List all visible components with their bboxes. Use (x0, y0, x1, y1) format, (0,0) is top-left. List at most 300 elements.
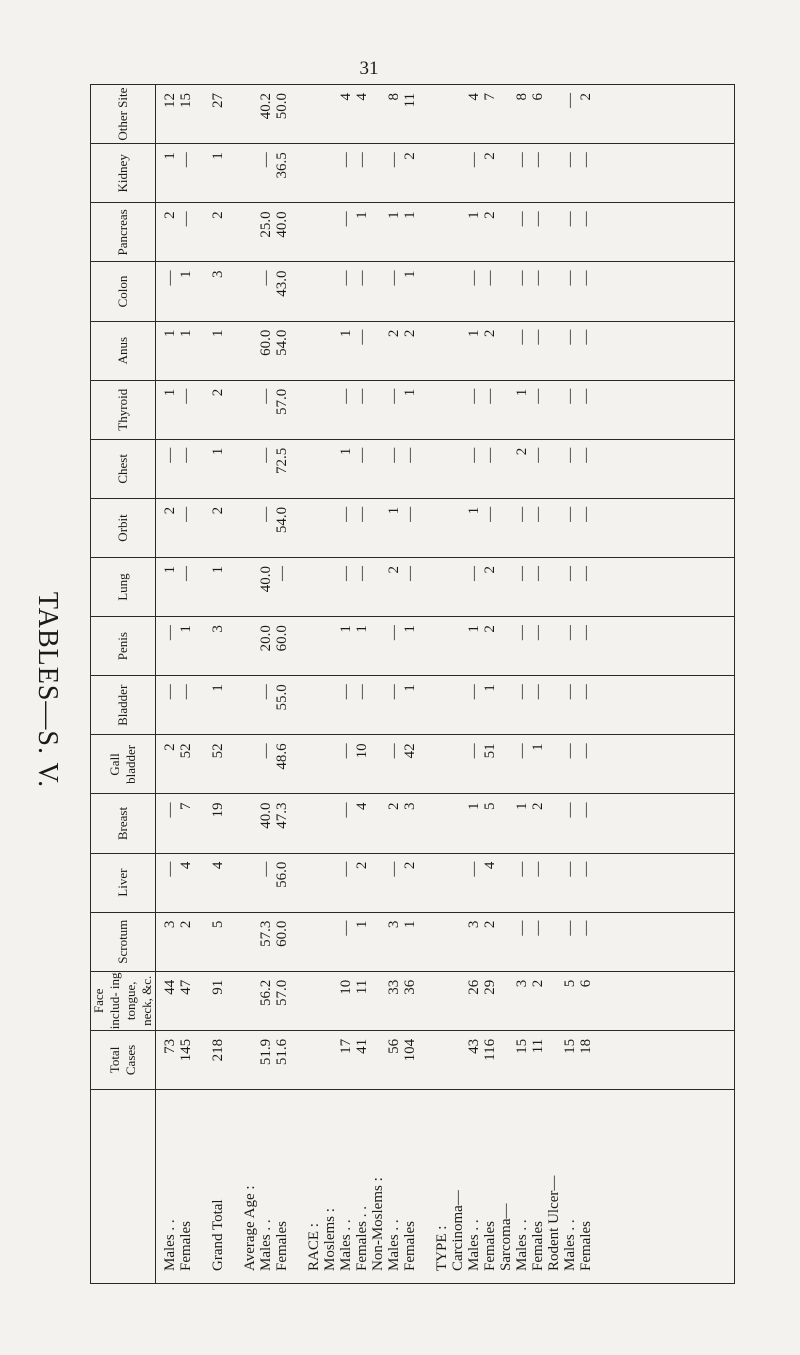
table-cell: 3 (162, 920, 178, 929)
column-header: Lung (91, 558, 156, 617)
table-cell (498, 743, 514, 793)
table-cell: — (338, 211, 354, 227)
table-cell: — (514, 684, 530, 700)
table-cell: 40.0 (258, 802, 274, 829)
table-cell: 2 (482, 329, 498, 338)
table-cell (194, 211, 210, 261)
row-label: Moslems : (322, 1208, 338, 1271)
table-cell: 2 (386, 329, 402, 338)
table-cell: — (466, 743, 482, 759)
table-cell: 218 (210, 1038, 226, 1062)
table-cell (322, 1039, 338, 1089)
table-cell: 55.0 (274, 684, 290, 711)
table-cell: — (562, 743, 578, 759)
table-cell (546, 330, 562, 380)
table-cell: — (562, 802, 578, 818)
column-header: Pancreas (91, 203, 156, 262)
table-cell: 57.0 (274, 979, 290, 1007)
table-cell (418, 448, 434, 498)
table-cell (290, 270, 306, 320)
table-cell: — (482, 270, 498, 286)
table-cell (306, 1039, 322, 1089)
table-cell (322, 507, 338, 557)
rotated-table-frame (90, 84, 735, 1284)
column-header: Other Site (91, 85, 156, 144)
table-cell (546, 684, 562, 734)
table-cell (546, 1039, 562, 1089)
table-cell: 2 (482, 920, 498, 929)
table-cell: — (530, 447, 546, 463)
table-cell (322, 152, 338, 202)
table-cell (242, 862, 258, 912)
table-cell (194, 152, 210, 202)
table-cell: 4 (354, 93, 370, 101)
column-header: Liver (91, 853, 156, 912)
table-cell (226, 448, 242, 498)
table-cell: 1 (338, 625, 354, 633)
table-cell: — (178, 211, 194, 227)
column-header: Anus (91, 321, 156, 380)
table-cell: — (514, 743, 530, 759)
table-cell: 56.0 (274, 861, 290, 888)
table-cell (290, 684, 306, 734)
table-cell (322, 389, 338, 439)
column-header: Scrotum (91, 912, 156, 971)
table-cell: — (578, 447, 594, 463)
table-cell (322, 93, 338, 143)
table-cell (306, 211, 322, 261)
table-cell (498, 566, 514, 616)
table-cell: 5 (562, 979, 578, 988)
row-label: Females (274, 1221, 290, 1271)
table-cell (434, 921, 450, 971)
table-cell (434, 802, 450, 852)
table-cell (290, 330, 306, 380)
table-cell (194, 684, 210, 734)
table-cell: 41 (354, 1038, 370, 1054)
table-cell (450, 625, 466, 675)
table-cell: — (578, 152, 594, 168)
table-cell (450, 93, 466, 143)
table-cell: 2 (210, 211, 226, 219)
table-cell (290, 152, 306, 202)
table-cell: — (178, 447, 194, 463)
table-cell: — (354, 329, 370, 345)
table-cell (290, 802, 306, 852)
table-cell (418, 802, 434, 852)
table-cell: — (402, 447, 418, 463)
table-cell (450, 802, 466, 852)
column-values (156, 676, 735, 735)
table-cell: — (162, 684, 178, 700)
table-cell: 5 (210, 920, 226, 929)
table-cell: 4 (178, 861, 194, 870)
table-cell (418, 389, 434, 439)
table-cell: 2 (482, 566, 498, 574)
table-cell: 2 (402, 329, 418, 338)
table-cell: — (514, 625, 530, 641)
table-cell (370, 270, 386, 320)
table-cell: — (338, 802, 354, 818)
table-cell: — (530, 329, 546, 345)
table-cell (434, 152, 450, 202)
column-values (156, 794, 735, 853)
table-cell (306, 980, 322, 1030)
table-cell (418, 152, 434, 202)
table-cell: 57.0 (274, 388, 290, 415)
table-cell: — (466, 684, 482, 700)
table-cell (434, 330, 450, 380)
table-cell (434, 1039, 450, 1089)
table-cell: 1 (402, 684, 418, 692)
table-cell (546, 921, 562, 971)
table-cell: 51.9 (258, 1038, 274, 1066)
table-cell: — (514, 861, 530, 877)
table-cell (226, 211, 242, 261)
row-label: RACE : (306, 1223, 322, 1271)
table-cell: 60.0 (274, 625, 290, 652)
table-container (90, 84, 735, 1284)
table-cell: 73 (162, 1038, 178, 1054)
table-cell: 18 (578, 1038, 594, 1054)
table-cell: — (514, 329, 530, 345)
table-cell (418, 330, 434, 380)
table-cell (306, 802, 322, 852)
table-cell: 1 (354, 211, 370, 219)
table-cell (226, 684, 242, 734)
table-cell (450, 1039, 466, 1089)
table-cell: — (578, 566, 594, 582)
table-cell (370, 625, 386, 675)
table-cell (242, 152, 258, 202)
table-cell: 1 (402, 270, 418, 278)
table-cell: — (530, 270, 546, 286)
table-cell (546, 625, 562, 675)
table-cell (242, 625, 258, 675)
row-label: Non-Moslems : (370, 1177, 386, 1271)
table-cell: 42 (402, 743, 418, 759)
table-cell: 43.0 (274, 270, 290, 297)
table-cell: 8 (514, 93, 530, 101)
table-cell (290, 625, 306, 675)
table-cell (226, 862, 242, 912)
table-cell: 1 (162, 152, 178, 160)
table-cell (450, 566, 466, 616)
table-cell: — (386, 861, 402, 877)
column-header: Bladder (91, 676, 156, 735)
table-cell: — (514, 211, 530, 227)
table-cell: — (530, 211, 546, 227)
column-header: Total Cases (91, 1030, 156, 1089)
table-cell: 2 (210, 506, 226, 515)
table-cell (370, 211, 386, 261)
table-cell: — (562, 920, 578, 936)
table-cell: — (578, 506, 594, 522)
table-cell (194, 743, 210, 793)
table-cell (226, 152, 242, 202)
table-cell (498, 921, 514, 971)
table-cell: — (338, 743, 354, 759)
table-cell: 3 (466, 920, 482, 929)
table-cell: 40.2 (258, 93, 274, 120)
table-cell: 1 (466, 211, 482, 219)
table-cell: — (578, 329, 594, 345)
table-cell (434, 270, 450, 320)
table-cell: — (354, 388, 370, 404)
table-cell (194, 389, 210, 439)
header-row (91, 85, 156, 1284)
table-cell: 4 (210, 861, 226, 870)
table-cell: — (338, 566, 354, 582)
table-cell: 56 (386, 1038, 402, 1054)
table-cell: 56.2 (258, 979, 274, 1007)
table-cell: — (514, 566, 530, 582)
table-cell (546, 270, 562, 320)
table-cell: 2 (402, 152, 418, 160)
table-cell: 2 (354, 861, 370, 870)
table-cell (226, 743, 242, 793)
table-cell: 1 (162, 388, 178, 397)
table-cell (434, 566, 450, 616)
table-cell (242, 566, 258, 616)
table-cell: 51 (482, 743, 498, 759)
table-cell (370, 862, 386, 912)
table-cell: 36.5 (274, 152, 290, 179)
table-cell: 40.0 (274, 211, 290, 238)
table-cell (498, 507, 514, 557)
table-cell: 40.0 (258, 566, 274, 593)
table-cell (290, 448, 306, 498)
table-cell (242, 743, 258, 793)
table-cell (242, 448, 258, 498)
table-cell (322, 921, 338, 971)
table-cell: — (562, 684, 578, 700)
table-cell: 2 (178, 920, 194, 929)
table-cell: 1 (354, 920, 370, 929)
table-cell: 2 (386, 802, 402, 810)
table-cell: — (578, 861, 594, 877)
table-cell (226, 921, 242, 971)
table-cell: — (386, 625, 402, 641)
row-label (290, 1096, 306, 1271)
table-cell: — (338, 684, 354, 700)
table-cell (370, 330, 386, 380)
column-values (156, 85, 735, 144)
table-cell: 2 (402, 861, 418, 870)
table-cell (434, 625, 450, 675)
table-cell: 1 (466, 625, 482, 633)
table-cell (498, 448, 514, 498)
table-cell (418, 862, 434, 912)
row-label: Females (530, 1221, 546, 1271)
side-title-container (30, 591, 64, 789)
table-cell: 25.0 (258, 211, 274, 238)
table-cell: 104 (402, 1038, 418, 1062)
table-cell (306, 507, 322, 557)
table-cell (242, 270, 258, 320)
table-cell (450, 211, 466, 261)
table-cell: — (338, 861, 354, 877)
table-cell (498, 684, 514, 734)
table-cell (306, 921, 322, 971)
table-cell (434, 980, 450, 1030)
table-cell: 1 (402, 625, 418, 633)
table-cell: — (578, 211, 594, 227)
table-cell (498, 93, 514, 143)
table-cell: — (482, 506, 498, 522)
table-cell: 47.3 (274, 802, 290, 829)
table-cell (370, 152, 386, 202)
table-cell (242, 330, 258, 380)
table-cell (450, 389, 466, 439)
table-cell: 2 (482, 211, 498, 219)
table-cell (290, 1039, 306, 1089)
table-cell: 12 (162, 93, 178, 108)
table-cell (498, 1039, 514, 1089)
row-label: Carcinoma— (450, 1190, 466, 1271)
table-cell: 26 (466, 979, 482, 995)
table-cell (370, 980, 386, 1030)
table-cell: 1 (178, 270, 194, 278)
table-cell: — (178, 152, 194, 168)
table-cell (434, 389, 450, 439)
table-cell: 4 (466, 93, 482, 101)
table-cell: — (530, 388, 546, 404)
row-label: Females (178, 1221, 194, 1271)
table-cell (226, 93, 242, 143)
table-cell: — (514, 270, 530, 286)
table-cell: 1 (338, 329, 354, 338)
table-cell: 145 (178, 1038, 194, 1062)
column-values (156, 144, 735, 203)
table-cell: 7 (178, 802, 194, 810)
table-cell (194, 625, 210, 675)
table-cell: — (562, 506, 578, 522)
row-label: Sarcoma— (498, 1203, 514, 1271)
table-cell: 54.0 (274, 329, 290, 356)
row-label: Average Age : (242, 1185, 258, 1271)
table-cell (194, 566, 210, 616)
table-cell: — (178, 566, 194, 582)
table-cell (370, 802, 386, 852)
table-cell (450, 743, 466, 793)
table-cell (434, 93, 450, 143)
table-cell (226, 566, 242, 616)
table-cell: 52 (178, 743, 194, 759)
table-cell: 2 (578, 93, 594, 101)
table-cell: 19 (210, 802, 226, 818)
table-cell: — (274, 566, 290, 582)
table-cell (546, 802, 562, 852)
row-label: Males . . (386, 1219, 402, 1271)
table-cell (450, 152, 466, 202)
table-cell: 60.0 (274, 920, 290, 947)
table-cell (546, 980, 562, 1030)
column-values (156, 262, 735, 321)
table-cell (322, 862, 338, 912)
table-cell: 1 (386, 211, 402, 219)
row-label: Grand Total (210, 1199, 226, 1271)
table-cell: — (258, 743, 274, 759)
table-cell: — (386, 152, 402, 168)
table-cell: — (162, 861, 178, 877)
row-label: Males . . (562, 1219, 578, 1271)
table-cell (434, 507, 450, 557)
table-cell: — (578, 743, 594, 759)
table-cell (306, 566, 322, 616)
table-cell: 2 (386, 566, 402, 574)
table-cell: — (562, 625, 578, 641)
column-values (156, 853, 735, 912)
table-cell (418, 980, 434, 1030)
column-header: Orbit (91, 498, 156, 557)
table-cell (306, 330, 322, 380)
table-cell: — (258, 861, 274, 877)
table-cell (546, 93, 562, 143)
table-cell: — (386, 743, 402, 759)
table-cell: 4 (482, 861, 498, 870)
table-cell (546, 862, 562, 912)
table-cell: — (338, 270, 354, 286)
table-cell (370, 743, 386, 793)
table-cell (290, 921, 306, 971)
row-label: Females . . (354, 1206, 370, 1271)
table-cell (306, 270, 322, 320)
table-cell: — (530, 506, 546, 522)
table-cell: 54.0 (274, 506, 290, 534)
table-cell (322, 270, 338, 320)
table-cell (194, 862, 210, 912)
table-cell: 11 (402, 93, 418, 108)
table-cell: — (466, 447, 482, 463)
table-cell (194, 93, 210, 143)
table-cell (546, 507, 562, 557)
table-cell (498, 802, 514, 852)
table-cell: — (578, 920, 594, 936)
table-cell (242, 802, 258, 852)
table-cell: — (402, 566, 418, 582)
table-cell: — (562, 566, 578, 582)
table-cell: 1 (178, 329, 194, 338)
table-cell: — (466, 152, 482, 168)
table-cell (498, 625, 514, 675)
table-cell: 1 (162, 329, 178, 338)
table-cell (226, 507, 242, 557)
table-cell (498, 862, 514, 912)
table-cell (306, 152, 322, 202)
table-cell: — (562, 447, 578, 463)
table-cell (226, 980, 242, 1030)
table-cell (290, 211, 306, 261)
table-cell (434, 684, 450, 734)
table-cell: — (354, 447, 370, 463)
table-cell (450, 270, 466, 320)
column-header: Gall bladder (91, 735, 156, 794)
row-label: Males . . (258, 1219, 274, 1271)
table-cell (322, 743, 338, 793)
table-cell (450, 507, 466, 557)
table-cell (370, 566, 386, 616)
column-values (156, 321, 735, 380)
table-cell: 3 (514, 979, 530, 988)
column-values (156, 380, 735, 439)
table-cell: 2 (530, 802, 546, 810)
table-cell (306, 862, 322, 912)
column-header: Face includ- ing tongue, neck, &c. (91, 972, 154, 1030)
table-cell: — (578, 270, 594, 286)
table-cell (226, 270, 242, 320)
table-cell (434, 211, 450, 261)
